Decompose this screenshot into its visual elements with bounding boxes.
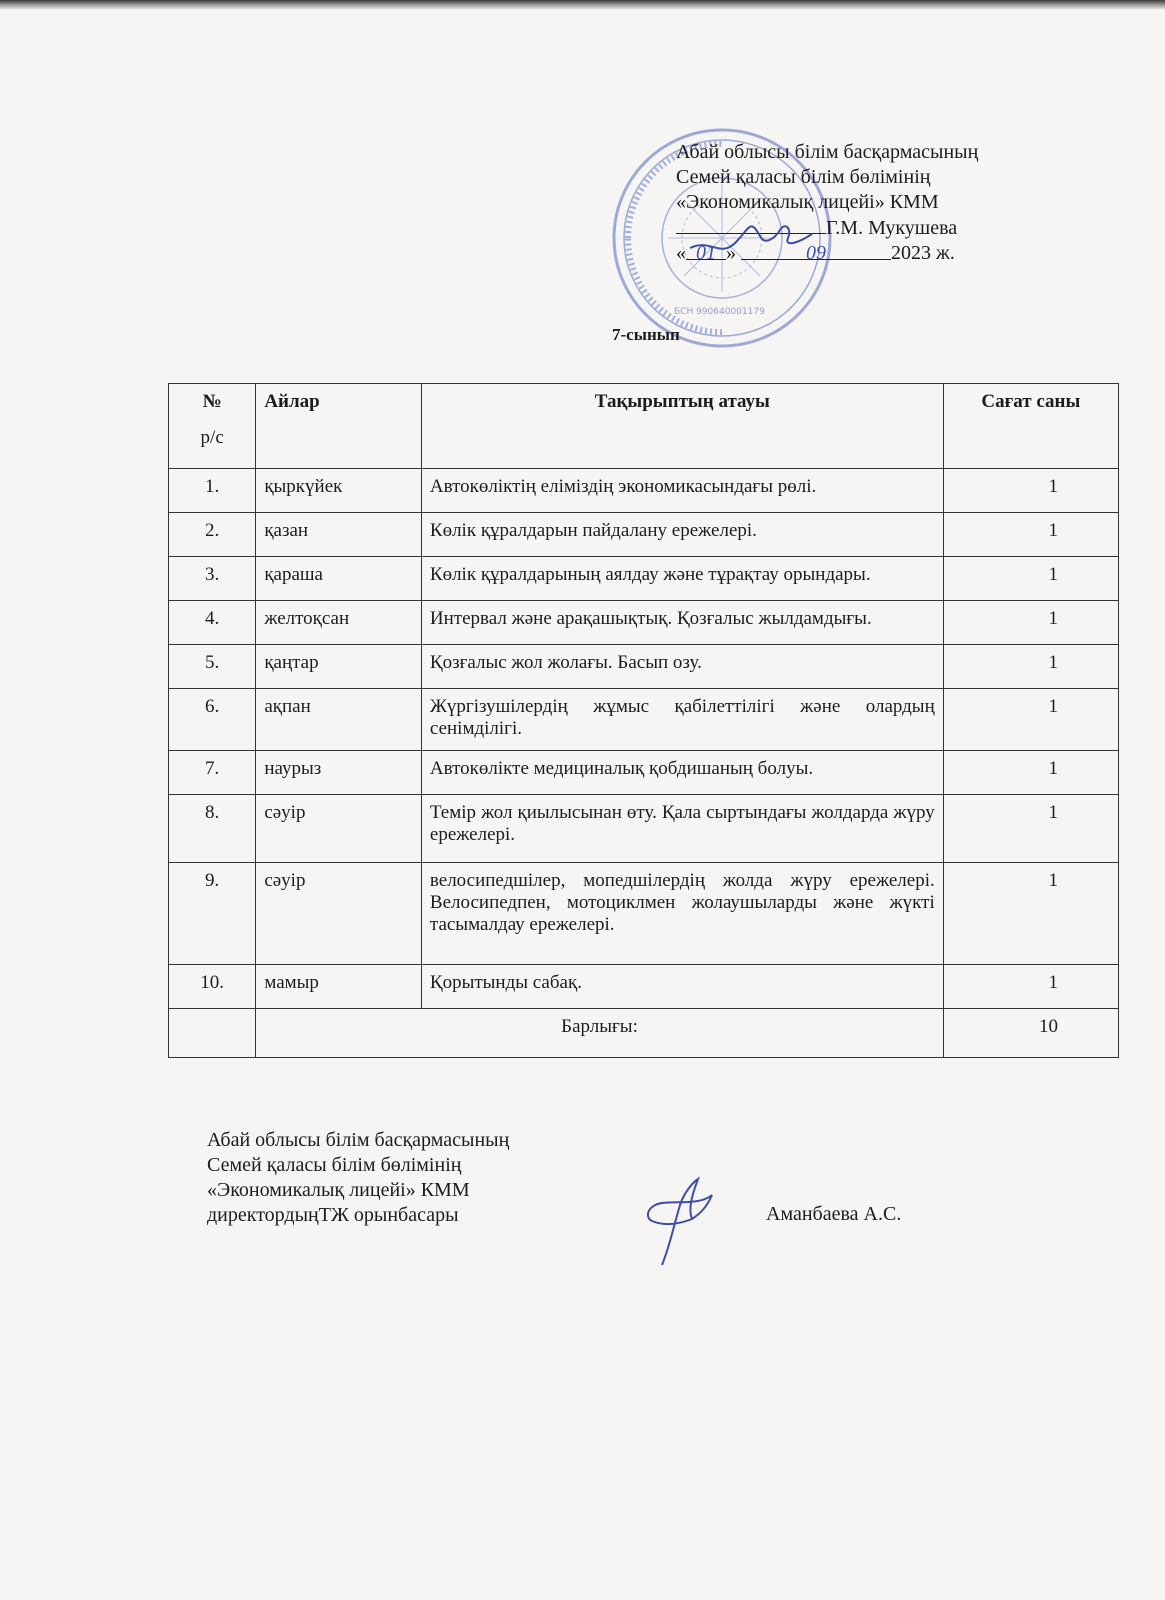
row-month: қаңтар — [256, 645, 422, 689]
header-month: Айлар — [256, 384, 422, 469]
footer-line-4: директордыңТЖ орынбасары — [207, 1204, 459, 1226]
row-hours: 1 — [943, 469, 1118, 513]
grade-label: 7-сынып — [612, 325, 680, 344]
deputy-signature — [622, 1165, 732, 1275]
row-topic: Қозғалыс жол жолағы. Басып озу. — [421, 645, 943, 689]
row-topic: Темір жол қиылысынан өту. Қала сыртындағы жолдарда жүру ережелері. — [421, 795, 943, 863]
table-row — [169, 557, 1119, 601]
row-num: 6. — [169, 689, 256, 751]
row-num: 5. — [169, 645, 256, 689]
row-num: 1. — [169, 469, 256, 513]
row-num: 7. — [169, 751, 256, 795]
row-hours: 1 — [943, 795, 1118, 863]
row-num: 2. — [169, 513, 256, 557]
seal-number: БСН 990640001179 — [674, 307, 765, 317]
signer-name: Аманбаева А.С. — [766, 1203, 902, 1225]
date-year: 2023 ж. — [891, 242, 955, 264]
row-num: 3. — [169, 557, 256, 601]
lesson-plan-table — [168, 383, 1119, 1058]
total-value: 10 — [943, 1009, 1118, 1058]
row-topic: Автокөлікте медициналық қобдишаның болуы. — [421, 751, 943, 795]
total-label: Барлығы: — [256, 1009, 943, 1058]
row-hours: 1 — [943, 689, 1118, 751]
row-num: 9. — [169, 863, 256, 965]
row-month: наурыз — [256, 751, 422, 795]
row-topic: Көлік құралдарын пайдалану ережелері. — [421, 513, 943, 557]
approval-line-1: Абай облысы білім басқармасының — [676, 141, 979, 163]
row-hours: 1 — [943, 645, 1118, 689]
row-month: сәуір — [256, 795, 422, 863]
row-topic: Интервал және арақашықтық. Қозғалыс жылдамдығы. — [421, 601, 943, 645]
table-row — [169, 645, 1119, 689]
footer-block — [207, 1128, 627, 1228]
table-row — [169, 965, 1119, 1009]
row-hours: 1 — [943, 965, 1118, 1009]
footer-line-1: Абай облысы білім басқармасының — [207, 1129, 510, 1151]
row-topic: Көлік құралдарының аялдау және тұрақтау орындары. — [421, 557, 943, 601]
table-row — [169, 601, 1119, 645]
table-row — [169, 751, 1119, 795]
row-month: сәуір — [256, 863, 422, 965]
row-topic: Автокөліктің еліміздің экономикасындағы рөлі. — [421, 469, 943, 513]
table-row — [169, 469, 1119, 513]
table-row — [169, 795, 1119, 863]
row-num: 10. — [169, 965, 256, 1009]
approval-line-3: «Экономикалық лицейі» КММ — [676, 191, 939, 213]
footer-line-2: Семей қаласы білім бөлімінің — [207, 1154, 462, 1176]
approver-name: Г.М. Мукушева — [826, 217, 958, 239]
row-month: мамыр — [256, 965, 422, 1009]
scan-top-edge — [0, 0, 1165, 10]
row-num: 4. — [169, 601, 256, 645]
row-hours: 1 — [943, 751, 1118, 795]
row-month: қараша — [256, 557, 422, 601]
row-hours: 1 — [943, 513, 1118, 557]
table-row — [169, 863, 1119, 965]
row-hours: 1 — [943, 863, 1118, 965]
row-num: 8. — [169, 795, 256, 863]
row-hours: 1 — [943, 557, 1118, 601]
row-topic: Жүргізушілердің жұмыс қабілеттілігі және олардың сенімділігі. — [421, 689, 943, 751]
row-month: ақпан — [256, 689, 422, 751]
table-row — [169, 513, 1119, 557]
table-row — [169, 689, 1119, 751]
row-month: қыркүйек — [256, 469, 422, 513]
row-hours: 1 — [943, 601, 1118, 645]
header-num: № р/с — [169, 384, 256, 469]
header-hours: Сағат саны — [943, 384, 1118, 469]
date-month: 09 — [741, 241, 891, 260]
row-month: желтоқсан — [256, 601, 422, 645]
approval-line-2: Семей қаласы білім бөлімінің — [676, 166, 931, 188]
row-topic: Қорытынды сабақ. — [421, 965, 943, 1009]
row-month: қазан — [256, 513, 422, 557]
approval-date-line: « 01 » 09 2023 ж. — [676, 242, 955, 264]
date-day: 01 — [686, 241, 726, 260]
footer-line-3: «Экономикалық лицейі» КММ — [207, 1179, 470, 1201]
header-topic: Тақырыптың атауы — [421, 384, 943, 469]
table-header-row — [169, 384, 1119, 469]
table-total-row — [169, 1009, 1119, 1058]
row-topic: велосипедшілер, мопедшілердің жолда жүру ережелері. Велосипедпен, мотоциклмен жолаушыларды және жүкті тасымалдау ережелері. — [421, 863, 943, 965]
approver-signature — [680, 208, 820, 268]
